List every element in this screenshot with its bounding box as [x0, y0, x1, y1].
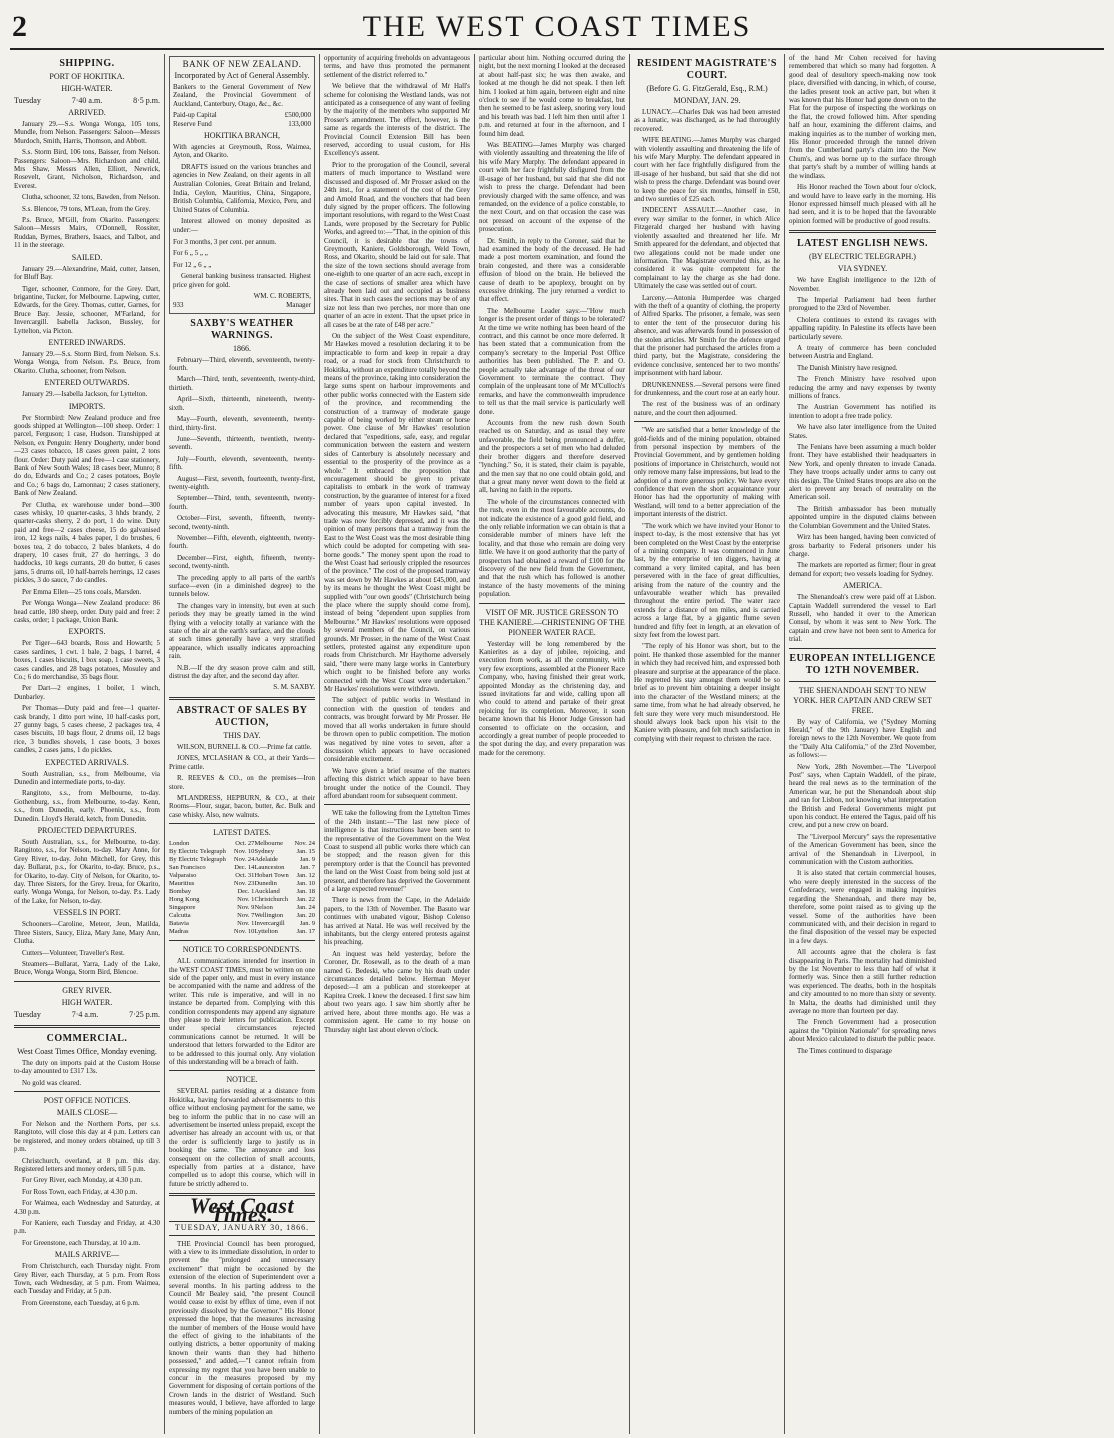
column-2	[165, 54, 320, 1434]
divider	[169, 697, 315, 700]
paragraph: It is also stated that certain commercial houses, who were deeply interested in the success of the Confederacy, were engaged in making inquiries regarding the Shenandoah, and there may be, therefore, some point raised as to giving up the vessel. Some of the authorities have been communicated with, and their decision in regard to the final disposition of the vessel may be expected in a few days.	[789, 869, 936, 945]
expected-heading: EXPECTED ARRIVALS.	[45, 757, 129, 767]
divider	[789, 681, 936, 682]
column-1	[10, 54, 165, 1434]
divider	[14, 981, 160, 982]
dates-cell: Oct. 27	[235, 840, 255, 848]
reserve-label: Reserve Fund	[173, 119, 212, 128]
capital-row	[173, 111, 311, 120]
dates-cell: Dec. 14	[234, 864, 255, 872]
divider	[324, 804, 470, 805]
paragraph: February—Third, eleventh, seventeenth, twenty-fourth.	[169, 355, 315, 373]
paragraph: particular about him. Nothing occurred during the night, but the next morning I looked at the deceased at about half-past six; he was then awake, and looked at me though he did not speak. I then left him. I looked at him again, between eight and nine o'clock to see if he would come to breakfast, but then he seemed to be fast asleep, snoring very loud and his breath was bad. I left him then until after 1 p.m. and returned at four in the afternoon, and I found him dead.	[479, 54, 625, 138]
paragraph: Schooners—Caroline, Meteor, Jeun, Matilda, Three Sisters, Saucy, Eliza, Mary Jane, Mary Ann, Clutha.	[14, 920, 160, 946]
paragraph: For Grey River, each Monday, at 4.30 p.m.	[22, 1176, 143, 1185]
paragraph: By way of California, we ("Sydney Morning Herald," of the 9th January) have English and foreign news to the 12th November. We quote from the "Daily Alta California," of the 23rd November, as follows:—	[789, 717, 936, 760]
dates-cell: Nov. 7	[237, 912, 255, 920]
branch-heading: HOKITIKA BRANCH,	[204, 130, 280, 140]
dates-row	[169, 864, 315, 872]
tide-am: 7·40 a.m.	[71, 96, 103, 105]
column-3	[320, 54, 475, 1434]
paragraph: The Times continued to disparage	[797, 1046, 892, 1055]
editorial-dateline: TUESDAY, JANUARY 30, 1866.	[169, 1221, 315, 1235]
paragraph: South Australian, s.s., for Melbourne, to-day. Rangitoto, s.s., for Nelson, to-day. Mary Anne, for Grey River, to-day. John Mitchell, for Grey, this day. Bullarat, p.s., for Okarito, to-day. Bruce, p.s., for Okarito, to-day. City of Nelson, for Okarito, to-day. Three Sisters, for the Grey. Ireua, for Okarito, early. Wonga Wonga, for Nelson, to-day. P.s. Lady of the Lake, for Nelson, to-day.	[14, 838, 160, 905]
paragraph: Larceny.—Antonia Humperdee was charged with the theft of a quantity of clothing, the property of Alfred Sparks. The prisoner, a female, was seen to enter the tent of the prosecutor during his absence, and was afterwards found in possession of the stolen articles. Mr Smith for the defence urged that the prisoner had purchased the articles from a third party, but the Magistrate, considering the evidence conclusive, sentenced her to two months' imprisonment with hard labour.	[634, 293, 780, 378]
port-heading: PORT OF HOKITIKA.	[49, 72, 125, 81]
dates-cell: Adelaide	[254, 856, 278, 864]
dates-cell: Nov. 10	[233, 848, 255, 856]
dates-row	[169, 872, 315, 880]
in-port-heading: VESSELS IN PORT.	[53, 908, 121, 918]
dates-row	[169, 848, 315, 856]
tide-row	[14, 96, 160, 106]
paragraph: Per Wonga Wonga—New Zealand produce: 86 head cattle, 180 sheep, order. Duty paid and free: 2 casks, order; 1 package, Union Bank.	[14, 599, 160, 624]
dates-cell: Bombay	[169, 888, 192, 896]
column-5	[630, 54, 785, 1434]
reserve-value: 133,000	[288, 119, 311, 128]
paragraph: The Fenians have been assuming a much bolder front. They have established their headquarters in New York, and openly threaten to invade Canada. They have troops actually under arms to carry out this design. The United States troops are also on the alert to prevent any breach of neutrality on the American soil.	[789, 443, 936, 502]
paragraph: Dr. Smith, in reply to the Coroner, said that he had examined the body of the deceased. He had made a post mortem examination, and found the brain congested, and there was a considerable effusion of blood on the brain. He believed the cause of death to be apoplexy, brought on by excessive drinking. The jury returned a verdict to that effect.	[479, 236, 625, 304]
paragraph: January 29.—Alexandrine, Maid, cutter, Jansen, for Bluff Bay.	[14, 264, 160, 282]
paragraph: New York, 28th November.—The "Liverpool Post" says, when Captain Waddell, of the pirate, heard the real news as to the termination of the American war, he put the Shenandoah about ship and ran for Lisbon, not knowing what interpretation the British and Federal Governments might put upon his conduct. He entered the Tagus, paid off his crew, and put a new crew on board.	[789, 762, 936, 830]
dates-cell: London	[169, 840, 190, 848]
dates-row	[169, 896, 315, 904]
dates-cell: Launceston	[254, 864, 285, 872]
paragraph: "The reply of his Honor was short, but to the point. He thanked those assembled for the manner in which they had received him, and expressed both pleasure and surprise at the appearance of the place. He regretted his stay amongst them would be so brief as to prevent him obtaining a deeper insight into the character of the Westland miners; at the same time, from what he had already observed, he felt sure they were very much misunderstood. He should always look back upon his visit to the Kaniere with pleasure, and felt much satisfaction in complying with their request to christen the race.	[634, 642, 780, 743]
dates-cell: Singapore	[169, 904, 196, 912]
paragraph: His Honor reached the Town about four o'clock, and would have to leave early in the morning. His Honor expressed himself much pleased with all he had seen, and it is to be hoped that the favourable opinion formed will be productive of good results.	[789, 183, 936, 225]
dates-row	[169, 912, 315, 920]
bank-signature-row	[173, 301, 311, 310]
paragraph: Bankers to the General Government of New Zealand, the Provincial Government of Auckland, Canterbury, Otago, &c., &c.	[173, 82, 311, 108]
divider	[169, 1070, 315, 1071]
bank-ref: 933	[173, 301, 184, 310]
paragraph: January 29.—S.s. Wonga Wonga, 105 tons, Mundle, from Nelson. Passengers: Saloon—Messrs Murdoch, Smith, Harris, Thomson, and Abbott.	[14, 120, 160, 145]
paragraph: With agencies at Greymouth, Ross, Waimea, Ayton, and Okarito.	[173, 142, 311, 160]
departures-heading: PROJECTED DEPARTURES.	[37, 826, 137, 836]
paragraph: Wirz has been hanged, having been convicted of gross barbarity to Federal prisoners under his charge.	[789, 533, 936, 558]
dates-cell: Nov. 9	[237, 904, 255, 912]
grey-high-water-label: HIGH WATER.	[61, 997, 113, 1007]
paragraph: Cutters—Volunteer, Traveller's Rest.	[22, 948, 125, 957]
paragraph: DRAFTS issued on the various branches and agencies in New Zealand, on their agents in all Australian Colonies, Great Britain and Ireland, India, Ceylon, Mauritius, China, Singapore, British Columbia, California, Mexico, Peru, and United States of Columbia.	[173, 162, 311, 214]
paragraph: ALL communications intended for insertion in the WEST COAST TIMES, must be written on one side of the paper only, and must in every instance be accompanied with the name and address of the writer. This rule is imperative, and will in no instance be departed from. Complying with this condition correspondents may append any signature they please to their letters for publication. Except under special circumstances rejected communications cannot be returned. It will be understood that letters forwarded to the Editor are to be addressed to this journal only. Any violation of this understanding will be a breach of faith.	[169, 957, 315, 1066]
paragraph: June—Seventh, thirteenth, twentieth, twenty-seventh.	[169, 434, 315, 452]
paragraph: Cholera continues to extend its ravages with appalling rapidity. In Palestine its effects have been particularly severe.	[789, 315, 936, 341]
dates-cell: Christchurch	[254, 896, 289, 904]
cleared-heading: ENTERED OUTWARDS.	[44, 378, 130, 388]
bank-advertisement	[169, 56, 315, 314]
dates-row	[169, 880, 315, 888]
paragraph: Tiger, schooner, Conmore, for the Grey. Dart, brigantine, Tucker, for Melbourne. Lapwing, cutter, Edwards, for the Grey. Thomas, cutter, Garnes, for Bruce Bay. Jessie, schooner, M'Farland, for Invercargill. Isabella Jackson, Bussley, for Lyttelton, via Picton.	[14, 284, 160, 335]
paragraph: There is news from the Cape, in the Adelaide papers, to the 13th of November. The Basuto war continues with unabated vigour, Bishop Colenso has arrived at Natal. He was well received by the inhabitants, but the clergy entered protests against his preaching.	[324, 896, 470, 947]
post-mails-arrive: MAILS ARRIVE—	[54, 1250, 120, 1260]
dates-cell: Jan. 10	[296, 880, 315, 888]
paragraph: R. REEVES & CO., on the premises—Iron store.	[169, 774, 315, 791]
paragraph: January 29.—S.s. Storm Bird, from Nelson. S.s. Wonga Wonga, from Nelson. P.s. Bruce, from Okarito. Clutha, schooner, from Nelson.	[14, 349, 160, 375]
paragraph: of the hand Mr Cohen received for having remembered that which so many had forgotten. A good deal of desultory speech-making now took place, diversified with dancing, in which, of course, the ladies present took an active part, but when it was known that his Honor had gone down on to the Flat for the purpose of inspecting the workings on the flat, the crowd followed him. After spending half an hour, examining the different claims, and making inquiries as to the number of working men, His Honor proceeded through the tunnel driven from the Cumberland party's claim into the New Chum's, and was borne up to the surface through that party's shaft by a number of willing hands at the windlass.	[789, 54, 936, 180]
paragraph: Christchurch, overland, at 8 p.m. this day. Registered letters and money orders, till 5 p.m.	[14, 1156, 160, 1173]
dates-cell: By Electric Telegraph	[169, 856, 226, 864]
dates-cell: Jan. 17	[296, 928, 315, 936]
paragraph: A treaty of commerce has been concluded between Austria and England.	[789, 343, 936, 361]
paragraph: opportunity of acquiring freeholds on advantageous terms, and have thus promoted the permanent settlement of the district referred to."	[324, 54, 470, 79]
dates-cell: Nov. 10	[233, 928, 255, 936]
paragraph: S.s. Blencoe, 79 tons, M'Lean, from the Grey.	[22, 204, 151, 213]
saxby-heading: SAXBY'S WEATHER WARNINGS.	[190, 317, 294, 341]
paragraph: Per Dart—2 engines, 1 boiler, 1 winch, Dunbarley.	[14, 684, 160, 701]
paragraph: April—Sixth, thirteenth, nineteenth, twenty-sixth.	[169, 395, 315, 412]
dates-cell: Nov. 23	[233, 880, 255, 888]
dates-cell: Jan. 18	[296, 888, 315, 896]
paragraph: S.s. Storm Bird, 106 tons, Baisser, from Nelson. Passengers: Saloon—Mrs. Richardson and child, Mrs Shaw, Messrs Allen, Elliott, Newrick, Rosevelt, Grant, Nicholson, Richardson, and Everest.	[14, 148, 160, 190]
divider	[789, 648, 936, 649]
paragraph: Per Stormbird: New Zealand produce and free goods shipped at Wellington—100 sheep. Order: 1 parcel, Ferguson; 1 case, Hudson. Transhipped at Nelson, ex Penguin: Henry Dougherty, under bond—23 cases tobacco, 18 cases green paint, 2 tons flour. Order: Duty paid and free—1 case stationery, Bank of New South Wales; 18 cases beer, Munro; 8 do do, Edwards and Co.; 2 cases potatoes, Boyle and Co.; 6 bags do, Lamonnau; 2 cases stationery, Bank of New Zealand.	[14, 413, 160, 498]
dates-cell: Hobart Town	[254, 872, 289, 880]
paragraph: The Shenandoah's crew were paid off at Lisbon. Captain Waddell surrendered the vessel to Earl Russell, who handed it over to the American Consul, by whom it was sent to New York. The captain and crew have not been sent to America for trial.	[789, 593, 936, 644]
high-water-label: HIGH-WATER.	[61, 84, 113, 93]
tide-day: Tuesday	[14, 96, 41, 105]
dates-cell: Jan. 24	[296, 904, 315, 912]
paragraph: All accounts agree that the cholera is fast disappearing in Paris. The mortality had diminished by the 1st November to less than half of what it formerly was. Since then a still further reduction was experienced. The deaths, both in the hospitals and city amounted to no more than sixty or seventy. In Malta, the deaths had diminished until they average no more than fourteen per day.	[789, 948, 936, 1015]
bank-signature-title: Manager	[286, 301, 311, 310]
dates-cell: Jan. 15	[296, 848, 315, 856]
dates-cell: Nov. 24	[233, 856, 255, 864]
latest-news-sub: (BY ELECTRIC TELEGRAPH.)	[809, 252, 916, 262]
dates-cell: Valparaiso	[169, 872, 197, 880]
page-number: 2	[12, 10, 27, 43]
grey-heading: GREY RIVER.	[62, 985, 112, 995]
paragraph: From Christchurch, each Thursday night. From Grey River, each Thursday, at 5 p.m. From Ross Town, each Wednesday, at 5 p.m. From Waimea, each Tuesday and Friday, at 5 p.m.	[14, 1262, 160, 1296]
paragraph: WIFE BEATING.—James Murphy was charged with violently assaulting and threatening the life of his wife Mary Murphy. The defendant appeared in court with her face frightfully disfigured from the ill-usage of her husband, but said that she did not wish to press the charge. Defendant was bound over to keep the peace for six months, himself in £50, and two sureties of £25 each.	[634, 136, 780, 204]
entered-heading: ENTERED INWARDS.	[48, 337, 126, 347]
dates-cell: Lyttelton	[254, 928, 278, 936]
dates-cell: Jan. 9	[299, 920, 315, 928]
grey-tide-day: Tuesday	[14, 1009, 41, 1019]
dates-row	[169, 920, 315, 928]
paragraph: Per Tiger—643 boards, Ross and Howarth; 5 cases sardines, 1 cwt. 1 bale, 2 bags, 1 barrel, 4 boxes, 1 cases biscuits, 1 box soap, 1 case sweets, 3 cases candles, and 28 bags potatoes, Mosuley and Co.; 6 do merchandise, 35 bags flour.	[14, 639, 160, 681]
paragraph: For Ross Town, each Friday, at 4.30 p.m.	[22, 1187, 138, 1196]
paragraph: For Kaniere, each Tuesday and Friday, at 4.30 p.m.	[14, 1219, 160, 1236]
dates-cell: Nov. 1	[237, 896, 255, 904]
paragraph: September—Third, tenth, seventeenth, twenty-fourth.	[169, 494, 315, 511]
paragraph: Per Clutha, ex warehouse under bond—300 cases whisky, 10 quarter-casks, 3 hhds brandy, 2 quarter-casks sherry, 2 do port, 1 do wine. Duty paid and free—2 cases cheese, 15 do galvanised iron, 12 kegs nails, 4 bales paper, 1 do brushes, 6 boxes tea, 2 do tobacco, 2 bales blankets, 4 do drapery, 10 cases fruit, 27 do herrings, 3 do haddocks, 10 kegs currants, 20 do butter, 6 cases jams, 5 drums oil, 10 half-barrels herrings, 12 cases pickles, 3 do sauce, 7 do candles.	[14, 500, 160, 585]
paragraph: South Australian, s.s., from Melbourne, via Dunedin and intermediate ports, to-day.	[14, 769, 160, 786]
dates-cell: Hong Kong	[169, 896, 200, 904]
dates-cell: Jan. 22	[296, 896, 315, 904]
abstract-day: THIS DAY.	[223, 730, 261, 740]
bank-signature-name: WM. C. ROBERTS,	[253, 292, 311, 301]
divider	[14, 1025, 160, 1028]
column-4	[475, 54, 630, 1434]
paragraph: The whole of the circumstances connected with the rush, even in the most favourable accounts, do not indicate the existence of a good gold field, and the only reliable information we can obtain is that a considerable number of miners have left the locality, and that those who remain are doing very little. We have it on good authority that the party of prospectors had obtained a reward of £100 for the discovery of the new field from the Government, and that the rush which has followed is another instance of the hasty movements of the mining population.	[479, 497, 625, 599]
dates-cell: Mauritius	[169, 880, 195, 888]
notice2-heading: NOTICE.	[226, 1075, 258, 1085]
divider	[169, 940, 315, 941]
dates-row	[169, 888, 315, 896]
dates-cell: Nelson	[254, 904, 273, 912]
paragraph: N.B.—If the dry season prove calm and still, distrust the day after, and the second day after.	[169, 663, 315, 681]
paragraph: No gold was cleared.	[22, 1078, 82, 1087]
divider	[169, 823, 315, 824]
capital-value: £500,000	[284, 111, 311, 120]
america-heading: AMERICA.	[843, 581, 882, 591]
saxby-signature: S. M. SAXBY.	[273, 683, 315, 692]
dates-cell: Nov. 24	[294, 840, 315, 848]
european-heading: EUROPEAN INTELLIGENCE TO 12TH NOVEMBER.	[789, 652, 936, 676]
masthead	[10, 6, 1104, 50]
dates-cell: Batavia	[169, 920, 189, 928]
paragraph: We have English intelligence to the 12th of November.	[789, 276, 936, 293]
dates-row	[169, 904, 315, 912]
sailed-heading: SAILED.	[71, 252, 103, 262]
dates-cell: Jan. 12	[296, 872, 315, 880]
dates-cell: Melbourne	[254, 840, 283, 848]
dates-cell: San Francisco	[169, 864, 206, 872]
dates-cell: Dunedin	[254, 880, 277, 888]
paragraph: An inquest was held yesterday, before the Coroner, Dr. Rosewall, as to the death of a man named G. Bedeski, who came by his death under circumstances detailed below. Herman Meyer deposed:—I am a publican and storekeeper at Kapitea Creek. I knew the deceased. I first saw him about two years ago. I saw him shortly after he arrived here, about three months ago. He was a commission agent. He came to my house on Thursday night last about eleven o'clock.	[324, 949, 470, 1034]
dates-row	[169, 840, 315, 848]
paragraph: The rest of the business was of an ordinary nature, and the court then adjourned.	[634, 400, 780, 417]
paragraph: WE take the following from the Lyttelton Times of the 24th instant:—"The last new piece of intelligence is that instructions have been sent to the representative of the Government on the West Coast to suspend all public works there which can be stopped; and the reason given for this peremptory order is that the Council has prevented the land on the West Coast from being sold just at present, and therefore has deprived the Government of a large expected revenue!"	[324, 809, 470, 893]
court-heading: RESIDENT MAGISTRATE'S COURT.	[637, 58, 777, 81]
paragraph: INDECENT ASSAULT.—Another case, in every way similar to the former, in which Alice Fitzgerald charged her husband with having violently assaulted and threatened her life. Mr Smith appeared for the defendant, and objected that two allegations could not be made under one information. The Magistrate overruled this, as he considered it was quite competent for the complainant to lay the charge as she had done. Ultimately the case was settled out of court.	[634, 206, 780, 291]
paragraph: The French Government had a prosecution against the "Opinion Nationale" for spreading news about Mexico calculated to disturb the public peace.	[789, 1018, 936, 1044]
paragraph: We have given a brief resume of the matters affecting this district which appear to have been brought under the notice of the Council. They afford abundant room for subsequent comment.	[324, 766, 470, 800]
paragraph: Rangitoto, s.s., from Melbourne, to-day. Gothenburg, s.s., from Melbourne, to-day. Kenn, s.s., from Dunedin, early. Phoenix, s.s., from Dunedin. Lloyd's Herald, ketch, from Dunedin.	[14, 789, 160, 823]
paper-title: THE WEST COAST TIMES	[362, 10, 752, 43]
dates-table	[169, 840, 315, 936]
paragraph: The changes vary in intensity, but even at such periods they may be greatly tamed in the wind flying with a velocity totally at variance with the state of the air at the earth's surface, and the clouds at such times generally have a very stratified appearance, which usually indicates approaching rain.	[169, 601, 315, 661]
commercial-heading: COMMERCIAL.	[46, 1032, 128, 1044]
paragraph: JONES, M'CLASHAN & CO., at their Yards—Prime cattle.	[169, 754, 315, 771]
paragraph: WILSON, BURNELL & CO.—Prime fat cattle.	[177, 742, 312, 751]
paragraph: August—First, seventh, fourteenth, twenty-first, twenty-eighth.	[169, 474, 315, 491]
dates-cell: Nov. 1	[237, 920, 255, 928]
paragraph: The preceding apply to all parts of the earth's surface—even (in a diminished degree) to the tunnels below.	[169, 573, 315, 599]
column-6	[785, 54, 940, 1434]
paragraph: October—First, seventh, fifteenth, twenty-second, twenty-ninth.	[169, 514, 315, 531]
paragraph: November—Fifth, eleventh, eighteenth, twenty-fourth.	[169, 533, 315, 551]
paragraph: The British ambassador has been mutually appointed umpire in the disputed claims between the Columbian Government and the United States.	[789, 504, 936, 530]
shenandoah-heading: THE SHENANDOAH SENT TO NEW YORK. HER CAPTAIN AND CREW SET FREE.	[793, 685, 932, 715]
paragraph: THE Provincial Council has been prorogued, with a view to its immediate dissolution, in order to prevent the "prolonged and unnecessary excitement" that might be occasioned by the extension of the election of Superintendent over a several months. In his parting address to the Council Mr Bealey said, "the present Council would cease to exist by efflux of time, even if not previously dissolved by the Governor." His Honor expressed the hope, that the measures increasing the number of members of the House would have the effect of giving to the inhabitants of the outlying districts, a better opportunity of making known their wants than they had hitherto possessed," and added,—"I cannot refrain from expressing my regret that you have been unable to concur in the measures proposed by my Government for disposing of certain portions of the Crown lands in the district of Westland. Such measures would, I believe, have afforded to large numbers of the mining population an	[169, 1239, 315, 1416]
grey-tide-am: 7·4 a.m.	[71, 1009, 99, 1019]
paragraph: "We are satisfied that a better knowledge of the gold-fields and of the mining population, obtained from personal inspection by members of the Provincial Government, and by gentlemen holding positions of importance in Christchurch, would not only remove many false impressions, but lead to the adoption of a more generous policy. We have every confidence that even the short acquaintance your Honor has had the opportunity of making with Westland, will tend to a better appreciation of the important interests of the district.	[634, 426, 780, 519]
paragraph: M'LANDRESS, HEPBURN, & CO., at their Rooms—Flour, sugar, bacon, butter, &c. Bulk and case whisky. Also, new walnuts.	[169, 793, 315, 819]
paragraph: Yesterday will be long remembered by the Kanierites as a day of jubilee, rejoicing, and execution from work, as all the community, with very few exceptions, assembled at the Pioneer Race Company, who, having finished their great work, appointed Monday as the christening day, and issued invitations far and wide, calling upon all who could to attend and partake of their great rejoicing for its completion. Moreover, it soon became known that his Honor Judge Gresson had consented to officiate on the occasion, and accordingly a great number of people proceeded to the spot during the day, and every preparation was made for the ceremony.	[479, 639, 625, 757]
paragraph: December—First, eighth, fifteenth, twenty-second, twenty-ninth.	[169, 553, 315, 571]
paragraph: The Austrian Government has notified its intention to adopt a free trade policy.	[789, 403, 936, 420]
court-date: MONDAY, JAN. 29.	[673, 96, 741, 105]
paragraph: The subject of public works in Westland in connection with the question of tenders and contracts, was brought forward by Mr Prosser. He moved that all works undertaken in future should be thrown open to public competition. The motion was negatived by nine votes to seven, after a discussion which appears to have occasioned considerable excitement.	[324, 696, 470, 764]
latest-news-heading: LATEST ENGLISH NEWS.	[796, 238, 929, 250]
paragraph: For Nelson and the Northern Ports, per s.s. Rangitoto, will close this day at 4 p.m. Letters can be registered, and money orders obtained, up till 3 p.m.	[14, 1119, 160, 1154]
post-heading: POST OFFICE NOTICES.	[43, 1095, 131, 1105]
exports-heading: EXPORTS.	[68, 627, 106, 637]
divider	[789, 230, 936, 233]
notice-heading: NOTICE TO CORRESPONDENTS.	[182, 945, 302, 955]
paragraph: For 6 „ 5 „ „	[173, 249, 208, 258]
abstract-heading: ABSTRACT OF SALES BY AUCTION,	[176, 704, 308, 728]
dates-cell: Madras	[169, 928, 189, 936]
post-mails-close: MAILS CLOSE—	[56, 1107, 118, 1117]
arrived-heading: ARRIVED.	[68, 108, 106, 117]
shipping-heading: SHIPPING.	[59, 58, 115, 69]
dates-cell: Jan. 7	[299, 864, 315, 872]
paragraph: The Danish Ministry have resigned.	[797, 363, 898, 372]
paragraph: Interest allowed on money deposited as under:—	[173, 217, 311, 234]
paragraph: The Imperial Parliament had been further prorogued to the 23rd of November.	[789, 295, 936, 313]
paragraph: DRUNKENNESS.—Several persons were fined for drunkenness, and the court rose at an early hour.	[634, 380, 780, 397]
paragraph: The French Ministry have resolved upon reducing the army and navy expenses by twenty millions of francs.	[789, 375, 936, 400]
paragraph: Per Thomas—Duty paid and free—1 quarter-cask brandy, 1 ditto port wine, 10 half-casks port, 27 gunny bags, 5 cases cheese, 2 packages tea, 4 cases biscuits, 10 bags flour, 2 drums oil, 12 bags rice, 3 bundles shovels, 1 case boots, 3 boxes candles, 2 cases jams, 1 do pickles.	[14, 704, 160, 755]
paragraph: The duty on imports paid at the Custom House to-day amounted to £317 13s.	[14, 1058, 160, 1076]
grey-tide-pm: 7·25 p.m.	[129, 1009, 160, 1019]
dates-cell: Wellington	[254, 912, 284, 920]
paragraph: March—Third, tenth, seventeenth, twenty-third, thirtieth.	[169, 375, 315, 392]
dates-cell: Jan. 9	[299, 856, 315, 864]
tide-pm: 8·5 p.m.	[133, 96, 160, 105]
dates-row	[169, 856, 315, 864]
paragraph: P.s. Bruce, M'Gill, from Okarito. Passengers: Saloon—Messrs Mairs, O'Donnell, Rossiter, Ruddan, Byrnes, Brathers, Isaacs, and Talbot, and 11 in the steerage.	[14, 216, 160, 250]
article-heading: VISIT OF MR. JUSTICE GRESSON TO THE KANIERE.—CHRISTENING OF THE PIONEER WATER RACE.	[479, 607, 625, 637]
divider	[479, 603, 625, 604]
dates-cell: By Electric Telegraph	[169, 848, 226, 856]
dates-cell: Auckland	[254, 888, 280, 896]
paragraph: From Greenstone, each Tuesday, at 6 p.m.	[22, 1298, 140, 1307]
dates-cell: Dec. 1	[237, 888, 255, 896]
paragraph: On the subject of the West Coast expenditure, Mr Hawkes moved a resolution declaring it to be impracticable to form and keep in repair a dray road, or a road for stock from Christchurch to Hokitika, without an expenditure totally beyond the means of the province, taking into consideration the large sums spent on harbour improvements and other public works connected with the Eastern side of the province, and recommending the construction of a tramway of moderate gauge capable of being worked by either steam or horse power. One clause of Mr Hawkes' resolution declared that "expeditions, safe, easy, and regular communication between the eastern and western sides of Canterbury is absolutely necessary and essential to the prosperity of the province as a whole." It embraced the proposition that encouragement should be given to private capitalists to embark in the work of tramway construction, by the guarantee of interest for a fixed number of years upon capital invested. In advocating this measure, Mr Hawkes said, "that trade was now forcibly depressed, and it was the opinion of many persons that a tramway from the East to the West Coast was the most desirable thing which could be adopted for competing with sea-borne goods." The money spent upon the road to the West Coast had seriously crippled the resources of the province." The cost of the proposed tramway was set down by Mr Hawkes at about £45,000, and by its means he thought the West Coast might be supplied with "our own goods" (Christchurch being the place where the supply should come from), instead of being "dependent upon supplies from Melbourne." Mr Hawkes' resolutions were opposed by several members of the Council, on various grounds. Mr Prosser, in the name of the West Coast settlers, protested against any expenditure upon roads from Christchurch. Mr Haythorne adversely said, "there were many large works in Canterbury which ought to be finished before any works connected with the West Coast were undertaken." Mr Hawkes' resolutions were withdrawn.	[324, 332, 470, 694]
imports-heading: IMPORTS.	[68, 401, 106, 411]
bank-incorporated: Incorporated by Act of General Assembly.	[174, 70, 310, 80]
editorial-masthead: West Coast Times.	[189, 1193, 295, 1227]
paragraph: Accounts from the new rush down South reached us on Saturday, and as usual they were unfavorable, the field being pronounced a duffer, and the prospectors a set of men who had deluded their brother diggers and therefore deserved "lynching." So, it is stated, their claim is payable, and the men say that no one could obtain gold, and that a great many never went down to the field at all, having no faith in the reports.	[479, 419, 625, 495]
paragraph: May—Fourth, eleventh, seventeenth, twenty-third, thirty-first.	[169, 415, 315, 432]
dates-cell: Invercargill	[254, 920, 285, 928]
dates-cell: Oct. 31	[235, 872, 255, 880]
latest-news-via: VIA SYDNEY.	[837, 264, 888, 274]
paragraph: Clutha, schooner, 32 tons, Bawden, from Nelson.	[22, 193, 160, 202]
paragraph: Prior to the prorogation of the Council, several matters of much importance to Westland were discussed and disposed of. Mr Prosser asked on the 24th inst., for a statement of the cost of the Grey and Arnold Road, and the vouchers that had been duly signed by the proper officers. The following important resolutions, with regard to the West Coast Lands, were proposed by the Secretary for Public Works, and agreed to:—"That, in the opinion of this Council, it is desirable that the towns of Greymouth, Kaniere, Goldsborough, Weld Town, Ross, and Okarito, should be laid out for sale. That the size of the town sections should average from one-eighth to one quarter of an acre each, except in the case of sections of smaller area which have already been laid out and occupied as business sites. That in such cases the sections may be of any size not less than two perches, nor more than one quarter of an acre in extent. That the upset price in all cases be at the rate of £48 per acre."	[324, 160, 470, 329]
paragraph: For 3 months, 3 per cent. per annum.	[173, 237, 277, 246]
paragraph: Per Emma Ellen—25 tons coals, Marsden.	[22, 587, 142, 596]
paragraph: Was BEATING—James Murphy was charged with violently assaulting and threatening the life of his wife Mary Murphy. The defendant appeared in court with her face frightfully disfigured from the ill-usage of her husband, but said that she did not wish to press the charge. Defendant had been previously charged with the same offence, and was remanded, on the evidence of a police constable, to the next Court, and on that occasion the case was not pressed on account of the expense of the prosecution.	[479, 141, 625, 234]
columns	[10, 54, 1104, 1434]
capital-label: Paid-up Capital	[173, 111, 217, 120]
paragraph: We believe that the withdrawal of Mr Hall's scheme for colonising the Westland lands, was not anticipated as a consequence of any want of feeling by the majority of the members who supported Mr Prosser's amendment. The effect, however, is the same as regards the interests of the district. The Provincial Council Extension Bill has been reserved, according to usual custom, for His Excellency's assent.	[324, 82, 470, 158]
commercial-dateline: West Coast Times Office, Monday evening.	[17, 1046, 157, 1056]
dates-cell: Calcutta	[169, 912, 191, 920]
paragraph: We have also later intelligence from the United States.	[789, 423, 936, 440]
paragraph: General banking business transacted. Highest price given for gold.	[173, 272, 311, 289]
paragraph: January 29.—Isabella Jackson, for Lyttelton.	[22, 390, 148, 399]
dates-cell: Sydney	[254, 848, 274, 856]
paragraph: The markets are reported as firmer; flour in great demand for export; two vessels loading for Sydney.	[789, 561, 936, 578]
bank-name: BANK OF NEW ZEALAND.	[182, 59, 302, 69]
paragraph: Steamers—Bullarat, Yarra, Lady of the Lake, Bruce, Wonga Wonga, Storm Bird, Blencoe.	[14, 959, 160, 977]
divider	[634, 421, 780, 422]
paragraph: "The work which we have invited your Honor to inspect to-day, is the most extensive that has yet been completed on the West Coast by the enterprise of a mining company. It was commenced in June last, by the enterprise of ten diggers, having at command a very limited capital, and has been persevered with in the face of great difficulties, arising from the nature of the country and the unfavourable weather which has prevailed throughout the entire period. The water race extends for a distance of ten miles, and is carried across a large flat, by a gigantic flume seven hundred and fifty feet in length, at an elevation of sixty feet from the lowest part.	[634, 521, 780, 639]
paragraph: The Melbourne Leader says:—"How much longer is the present order of things to be tolerated? At the time we write nothing has been heard of the contract, and this cannot be once more deferred. It has been stated that a communication from the company's secretary to the Imperial Post Office authorities has been published. The P. and O. people actually take advantage of the threat of our Government to terminate the contract. They complain of the unpleasant tone of Mr M'Culloch's remarks, and have the commonwealth imprudence to tell us that the mail service is particularly well done.	[479, 306, 625, 416]
paragraph: The "Liverpool Mercury" says the representative of the American Government has been, since the arrival of the Shenandoah in Liverpool, in communication with the Custom authorities.	[789, 832, 936, 867]
reserve-row	[173, 120, 311, 129]
saxby-year: 1866.	[233, 343, 251, 353]
paragraph: For Greenstone, each Thursday, at 10 a.m.	[22, 1238, 141, 1247]
court-sub: (Before G. G. FitzGerald, Esq., R.M.)	[646, 84, 768, 93]
dates-heading: LATEST DATES.	[213, 828, 271, 838]
dates-row	[169, 928, 315, 936]
grey-tide-row	[14, 1010, 160, 1020]
paragraph: For 12 „ 6 „ „	[173, 260, 212, 269]
divider	[14, 1091, 160, 1092]
dates-cell: Jan. 20	[296, 912, 315, 920]
paragraph: SEVERAL parties residing at a distance from Hokitika, having forwarded advertisements to this office without enclosing payment for the same, we beg to inform the public that in no case will an advertisement be inserted unless prepaid, except the advertiser has already an account with us, or that the order is sufficiently large to justify us in booking the same. The annoyance and loss consequent on the collection of small accounts, especially from parties at a distance, have compelled us to adopt this course, which will in future be strictly adhered to.	[169, 1087, 315, 1188]
paragraph: For Waimea, each Wednesday and Saturday, at 4.30 p.m.	[14, 1199, 160, 1216]
paragraph: July—Fourth, eleventh, seventeenth, twenty-fifth.	[169, 454, 315, 472]
paragraph: LUNACY.—Charles Dak was had been arrested as a lunatic, was discharged, as he had thoroughly recovered.	[634, 108, 780, 133]
